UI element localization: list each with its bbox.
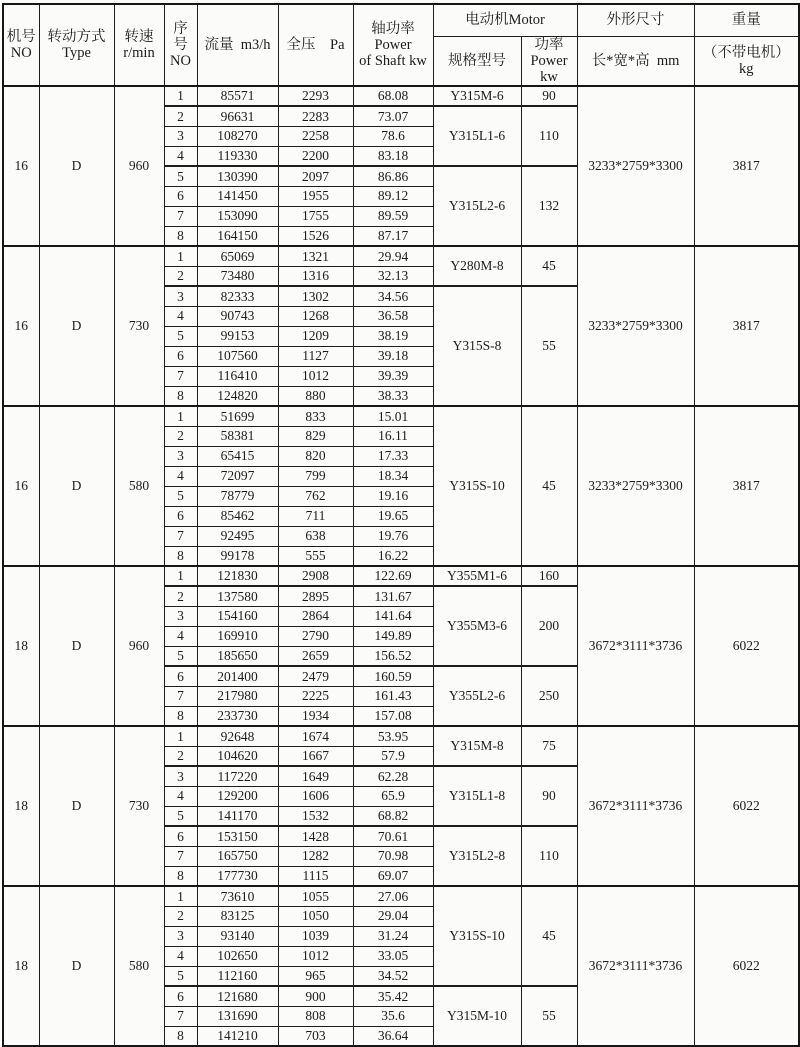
- pressure-cell: 2790: [278, 626, 353, 646]
- pressure-cell: 1428: [278, 826, 353, 846]
- machine-no-cell: 16: [3, 86, 39, 246]
- flow-cell: 117220: [197, 766, 278, 786]
- motor-model-cell: Y315L2-8: [433, 826, 521, 886]
- table-header: [3, 4, 799, 86]
- row-no-cell: 7: [164, 366, 197, 386]
- pressure-cell: 2283: [278, 106, 353, 126]
- pressure-cell: 2200: [278, 146, 353, 166]
- motor-power-cell: 75: [521, 726, 577, 766]
- shaft-power-cell: 38.19: [353, 326, 433, 346]
- pressure-cell: 1115: [278, 866, 353, 886]
- shaft-power-cell: 19.65: [353, 506, 433, 526]
- header-dimensions-group: 外形尺寸: [577, 4, 694, 36]
- motor-power-cell: 90: [521, 86, 577, 106]
- pressure-cell: 965: [278, 966, 353, 986]
- row-no-cell: 1: [164, 566, 197, 586]
- pressure-cell: 1012: [278, 946, 353, 966]
- pressure-cell: 638: [278, 526, 353, 546]
- flow-cell: 121680: [197, 986, 278, 1006]
- row-no-cell: 1: [164, 886, 197, 906]
- shaft-power-cell: 87.17: [353, 226, 433, 246]
- drive-type-cell: D: [39, 406, 114, 566]
- header-speed: 转速 r/min: [114, 4, 164, 86]
- flow-cell: 92495: [197, 526, 278, 546]
- flow-cell: 154160: [197, 606, 278, 626]
- drive-type-cell: D: [39, 246, 114, 406]
- flow-cell: 165750: [197, 846, 278, 866]
- row-no-cell: 2: [164, 746, 197, 766]
- shaft-power-cell: 161.43: [353, 686, 433, 706]
- pressure-cell: 1127: [278, 346, 353, 366]
- row-no-cell: 5: [164, 806, 197, 826]
- pressure-cell: 2097: [278, 166, 353, 186]
- flow-cell: 116410: [197, 366, 278, 386]
- flow-cell: 201400: [197, 666, 278, 686]
- motor-power-cell: 55: [521, 986, 577, 1046]
- pressure-cell: 1532: [278, 806, 353, 826]
- row-no-cell: 3: [164, 286, 197, 306]
- pressure-cell: 2258: [278, 126, 353, 146]
- shaft-power-cell: 15.01: [353, 406, 433, 426]
- drive-type-cell: D: [39, 86, 114, 246]
- pressure-cell: 1050: [278, 906, 353, 926]
- shaft-power-cell: 36.58: [353, 306, 433, 326]
- motor-power-cell: 110: [521, 826, 577, 886]
- shaft-power-cell: 53.95: [353, 726, 433, 746]
- flow-cell: 108270: [197, 126, 278, 146]
- shaft-power-cell: 19.76: [353, 526, 433, 546]
- flow-cell: 96631: [197, 106, 278, 126]
- spec-row: [3, 566, 799, 586]
- header-seq-no: 序 号 NO: [164, 4, 197, 86]
- row-no-cell: 3: [164, 766, 197, 786]
- shaft-power-cell: 32.13: [353, 266, 433, 286]
- machine-no-cell: 18: [3, 726, 39, 886]
- motor-power-cell: 250: [521, 666, 577, 726]
- pressure-cell: 1209: [278, 326, 353, 346]
- row-no-cell: 6: [164, 506, 197, 526]
- flow-cell: 107560: [197, 346, 278, 366]
- motor-model-cell: Y355L2-6: [433, 666, 521, 726]
- machine-no-cell: 16: [3, 406, 39, 566]
- flow-cell: 99178: [197, 546, 278, 566]
- shaft-power-cell: 68.08: [353, 86, 433, 106]
- weight-cell: 6022: [694, 886, 799, 1046]
- row-no-cell: 8: [164, 866, 197, 886]
- row-no-cell: 8: [164, 1026, 197, 1046]
- flow-cell: 153090: [197, 206, 278, 226]
- flow-cell: 130390: [197, 166, 278, 186]
- row-no-cell: 7: [164, 846, 197, 866]
- shaft-power-cell: 29.94: [353, 246, 433, 266]
- weight-cell: 6022: [694, 566, 799, 726]
- dimensions-cell: 3672*3111*3736: [577, 566, 694, 726]
- header-dimensions-sub: 长*宽*高 mm: [577, 36, 694, 86]
- motor-power-cell: 55: [521, 286, 577, 406]
- row-no-cell: 2: [164, 906, 197, 926]
- row-no-cell: 6: [164, 666, 197, 686]
- row-no-cell: 8: [164, 546, 197, 566]
- row-no-cell: 4: [164, 306, 197, 326]
- row-no-cell: 5: [164, 486, 197, 506]
- row-no-cell: 6: [164, 986, 197, 1006]
- flow-cell: 131690: [197, 1006, 278, 1026]
- dimensions-cell: 3233*2759*3300: [577, 246, 694, 406]
- flow-cell: 169910: [197, 626, 278, 646]
- pressure-cell: 703: [278, 1026, 353, 1046]
- motor-model-cell: Y355M1-6: [433, 566, 521, 586]
- pressure-cell: 1674: [278, 726, 353, 746]
- shaft-power-cell: 36.64: [353, 1026, 433, 1046]
- spec-row: [3, 886, 799, 906]
- row-no-cell: 7: [164, 206, 197, 226]
- flow-cell: 78779: [197, 486, 278, 506]
- table-body: [3, 86, 799, 1046]
- motor-power-cell: 90: [521, 766, 577, 826]
- row-no-cell: 8: [164, 386, 197, 406]
- flow-cell: 119330: [197, 146, 278, 166]
- motor-model-cell: Y315M-8: [433, 726, 521, 766]
- shaft-power-cell: 156.52: [353, 646, 433, 666]
- flow-cell: 233730: [197, 706, 278, 726]
- speed-cell: 580: [114, 886, 164, 1046]
- shaft-power-cell: 29.04: [353, 906, 433, 926]
- flow-cell: 99153: [197, 326, 278, 346]
- row-no-cell: 7: [164, 1006, 197, 1026]
- motor-model-cell: Y315M-10: [433, 986, 521, 1046]
- motor-model-cell: Y315S-10: [433, 406, 521, 566]
- flow-cell: 90743: [197, 306, 278, 326]
- shaft-power-cell: 57.9: [353, 746, 433, 766]
- flow-cell: 153150: [197, 826, 278, 846]
- shaft-power-cell: 16.22: [353, 546, 433, 566]
- machine-no-cell: 18: [3, 566, 39, 726]
- motor-model-cell: Y315L1-6: [433, 106, 521, 166]
- row-no-cell: 1: [164, 726, 197, 746]
- dimensions-cell: 3233*2759*3300: [577, 406, 694, 566]
- row-no-cell: 6: [164, 346, 197, 366]
- shaft-power-cell: 89.59: [353, 206, 433, 226]
- machine-no-cell: 18: [3, 886, 39, 1046]
- flow-cell: 164150: [197, 226, 278, 246]
- dimensions-cell: 3233*2759*3300: [577, 86, 694, 246]
- dimensions-cell: 3672*3111*3736: [577, 886, 694, 1046]
- shaft-power-cell: 62.28: [353, 766, 433, 786]
- flow-cell: 217980: [197, 686, 278, 706]
- row-no-cell: 3: [164, 926, 197, 946]
- spec-row: [3, 246, 799, 266]
- machine-no-cell: 16: [3, 246, 39, 406]
- motor-model-cell: Y280M-8: [433, 246, 521, 286]
- flow-cell: 93140: [197, 926, 278, 946]
- motor-power-cell: 132: [521, 166, 577, 246]
- flow-cell: 121830: [197, 566, 278, 586]
- row-no-cell: 8: [164, 226, 197, 246]
- shaft-power-cell: 35.42: [353, 986, 433, 1006]
- pressure-cell: 762: [278, 486, 353, 506]
- row-no-cell: 3: [164, 446, 197, 466]
- shaft-power-cell: 35.6: [353, 1006, 433, 1026]
- shaft-power-cell: 18.34: [353, 466, 433, 486]
- shaft-power-cell: 16.11: [353, 426, 433, 446]
- flow-cell: 83125: [197, 906, 278, 926]
- pressure-cell: 833: [278, 406, 353, 426]
- pressure-cell: 820: [278, 446, 353, 466]
- row-no-cell: 1: [164, 406, 197, 426]
- flow-cell: 141450: [197, 186, 278, 206]
- row-no-cell: 3: [164, 606, 197, 626]
- flow-cell: 137580: [197, 586, 278, 606]
- row-no-cell: 4: [164, 786, 197, 806]
- pressure-cell: 2225: [278, 686, 353, 706]
- flow-cell: 92648: [197, 726, 278, 746]
- speed-cell: 730: [114, 726, 164, 886]
- row-no-cell: 5: [164, 966, 197, 986]
- flow-cell: 124820: [197, 386, 278, 406]
- speed-cell: 580: [114, 406, 164, 566]
- motor-model-cell: Y315L2-6: [433, 166, 521, 246]
- pressure-cell: 808: [278, 1006, 353, 1026]
- speed-cell: 960: [114, 86, 164, 246]
- row-no-cell: 5: [164, 326, 197, 346]
- speed-cell: 960: [114, 566, 164, 726]
- row-no-cell: 6: [164, 826, 197, 846]
- pressure-cell: 1302: [278, 286, 353, 306]
- shaft-power-cell: 70.98: [353, 846, 433, 866]
- header-shaft-power: 轴功率Power of Shaft kw: [353, 4, 433, 86]
- shaft-power-cell: 122.69: [353, 566, 433, 586]
- pressure-cell: 829: [278, 426, 353, 446]
- shaft-power-cell: 39.39: [353, 366, 433, 386]
- motor-power-cell: 45: [521, 246, 577, 286]
- pressure-cell: 1526: [278, 226, 353, 246]
- pressure-cell: 1321: [278, 246, 353, 266]
- flow-cell: 65069: [197, 246, 278, 266]
- pressure-cell: 1012: [278, 366, 353, 386]
- shaft-power-cell: 131.67: [353, 586, 433, 606]
- flow-cell: 85571: [197, 86, 278, 106]
- spec-row: [3, 726, 799, 746]
- pressure-cell: 880: [278, 386, 353, 406]
- row-no-cell: 6: [164, 186, 197, 206]
- shaft-power-cell: 19.16: [353, 486, 433, 506]
- header-machine-no: 机号 NO: [3, 4, 39, 86]
- pressure-cell: 1667: [278, 746, 353, 766]
- shaft-power-cell: 17.33: [353, 446, 433, 466]
- spec-row: [3, 86, 799, 106]
- pressure-cell: 2659: [278, 646, 353, 666]
- pressure-cell: 900: [278, 986, 353, 1006]
- row-no-cell: 4: [164, 466, 197, 486]
- pressure-cell: 799: [278, 466, 353, 486]
- spec-row: [3, 406, 799, 426]
- row-no-cell: 7: [164, 526, 197, 546]
- shaft-power-cell: 149.89: [353, 626, 433, 646]
- flow-cell: 82333: [197, 286, 278, 306]
- row-no-cell: 2: [164, 426, 197, 446]
- row-no-cell: 5: [164, 166, 197, 186]
- pressure-cell: 1268: [278, 306, 353, 326]
- shaft-power-cell: 38.33: [353, 386, 433, 406]
- motor-model-cell: Y315L1-8: [433, 766, 521, 826]
- flow-cell: 141170: [197, 806, 278, 826]
- dimensions-cell: 3672*3111*3736: [577, 726, 694, 886]
- shaft-power-cell: 34.56: [353, 286, 433, 306]
- shaft-power-cell: 83.18: [353, 146, 433, 166]
- weight-cell: 3817: [694, 246, 799, 406]
- motor-power-cell: 110: [521, 106, 577, 166]
- motor-model-cell: Y355M3-6: [433, 586, 521, 666]
- flow-cell: 185650: [197, 646, 278, 666]
- header-weight-sub: （不带电机） kg: [694, 36, 799, 86]
- pressure-cell: 1934: [278, 706, 353, 726]
- pressure-cell: 2479: [278, 666, 353, 686]
- pressure-cell: 1755: [278, 206, 353, 226]
- flow-cell: 85462: [197, 506, 278, 526]
- row-no-cell: 5: [164, 646, 197, 666]
- flow-cell: 65415: [197, 446, 278, 466]
- header-row-1: [3, 4, 799, 36]
- pressure-cell: 1606: [278, 786, 353, 806]
- flow-cell: 104620: [197, 746, 278, 766]
- drive-type-cell: D: [39, 726, 114, 886]
- row-no-cell: 8: [164, 706, 197, 726]
- pressure-cell: 2293: [278, 86, 353, 106]
- flow-cell: 72097: [197, 466, 278, 486]
- drive-type-cell: D: [39, 886, 114, 1046]
- weight-cell: 6022: [694, 726, 799, 886]
- flow-cell: 51699: [197, 406, 278, 426]
- fan-specification-table: [2, 3, 800, 1047]
- flow-cell: 141210: [197, 1026, 278, 1046]
- motor-model-cell: Y315M-6: [433, 86, 521, 106]
- shaft-power-cell: 69.07: [353, 866, 433, 886]
- flow-cell: 73480: [197, 266, 278, 286]
- shaft-power-cell: 34.52: [353, 966, 433, 986]
- flow-cell: 102650: [197, 946, 278, 966]
- motor-model-cell: Y315S-8: [433, 286, 521, 406]
- row-no-cell: 2: [164, 586, 197, 606]
- row-no-cell: 4: [164, 146, 197, 166]
- header-motor-group: 电动机Motor: [433, 4, 577, 36]
- header-pressure: 全压 Pa: [278, 4, 353, 86]
- weight-cell: 3817: [694, 406, 799, 566]
- header-motor-power: 功率Power kw: [521, 36, 577, 86]
- shaft-power-cell: 33.05: [353, 946, 433, 966]
- row-no-cell: 4: [164, 946, 197, 966]
- shaft-power-cell: 141.64: [353, 606, 433, 626]
- motor-model-cell: Y315S-10: [433, 886, 521, 986]
- motor-power-cell: 200: [521, 586, 577, 666]
- speed-cell: 730: [114, 246, 164, 406]
- motor-power-cell: 160: [521, 566, 577, 586]
- header-motor-model: 规格型号: [433, 36, 521, 86]
- shaft-power-cell: 89.12: [353, 186, 433, 206]
- pressure-cell: 1282: [278, 846, 353, 866]
- pressure-cell: 1055: [278, 886, 353, 906]
- shaft-power-cell: 27.06: [353, 886, 433, 906]
- row-no-cell: 2: [164, 106, 197, 126]
- pressure-cell: 555: [278, 546, 353, 566]
- flow-cell: 73610: [197, 886, 278, 906]
- row-no-cell: 2: [164, 266, 197, 286]
- pressure-cell: 1316: [278, 266, 353, 286]
- shaft-power-cell: 65.9: [353, 786, 433, 806]
- flow-cell: 112160: [197, 966, 278, 986]
- shaft-power-cell: 73.07: [353, 106, 433, 126]
- header-drive-type: 转动方式 Type: [39, 4, 114, 86]
- pressure-cell: 1039: [278, 926, 353, 946]
- row-no-cell: 4: [164, 626, 197, 646]
- weight-cell: 3817: [694, 86, 799, 246]
- shaft-power-cell: 31.24: [353, 926, 433, 946]
- motor-power-cell: 45: [521, 886, 577, 986]
- shaft-power-cell: 157.08: [353, 706, 433, 726]
- header-flow: 流量 m3/h: [197, 4, 278, 86]
- pressure-cell: 2908: [278, 566, 353, 586]
- pressure-cell: 1955: [278, 186, 353, 206]
- row-no-cell: 1: [164, 86, 197, 106]
- shaft-power-cell: 70.61: [353, 826, 433, 846]
- shaft-power-cell: 78.6: [353, 126, 433, 146]
- pressure-cell: 1649: [278, 766, 353, 786]
- row-no-cell: 1: [164, 246, 197, 266]
- shaft-power-cell: 86.86: [353, 166, 433, 186]
- pressure-cell: 711: [278, 506, 353, 526]
- shaft-power-cell: 160.59: [353, 666, 433, 686]
- row-no-cell: 3: [164, 126, 197, 146]
- flow-cell: 58381: [197, 426, 278, 446]
- pressure-cell: 2864: [278, 606, 353, 626]
- row-no-cell: 7: [164, 686, 197, 706]
- motor-power-cell: 45: [521, 406, 577, 566]
- pressure-cell: 2895: [278, 586, 353, 606]
- flow-cell: 129200: [197, 786, 278, 806]
- shaft-power-cell: 68.82: [353, 806, 433, 826]
- shaft-power-cell: 39.18: [353, 346, 433, 366]
- drive-type-cell: D: [39, 566, 114, 726]
- flow-cell: 177730: [197, 866, 278, 886]
- header-weight-group: 重量: [694, 4, 799, 36]
